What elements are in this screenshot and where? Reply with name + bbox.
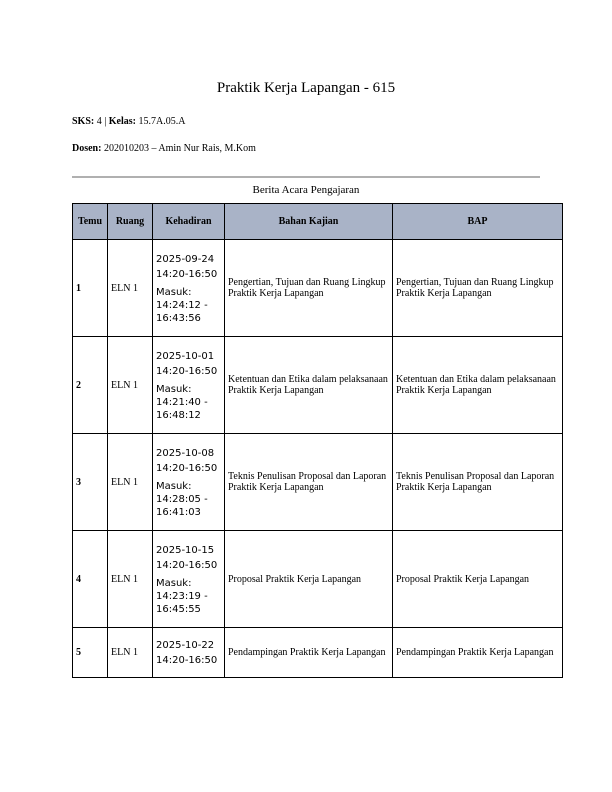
lecturer-meta [72, 143, 256, 154]
attendance-table [72, 203, 563, 678]
kehadiran-cell [153, 240, 225, 337]
temu-cell: 4 [73, 531, 108, 628]
kelas-label: Kelas: [108, 116, 136, 127]
time-text: 14:20-16:50 [156, 654, 218, 666]
table-caption: Berita Acara Pengajaran [252, 184, 360, 196]
bap-cell: Ketentuan dan Etika dalam pelaksanaan Praktik Kerja Lapangan [393, 337, 563, 434]
temu-cell: 1 [73, 240, 108, 337]
col-header-bahan-kajian: Bahan Kajian [225, 204, 393, 240]
table-row [73, 531, 563, 628]
masuk-text: Masuk: 14:28:05 - 16:41:03 [156, 480, 208, 518]
col-header-bap: BAP [393, 204, 563, 240]
masuk-text: Masuk: 14:21:40 - 16:48:12 [156, 383, 208, 421]
bap-cell: Proposal Praktik Kerja Lapangan [393, 531, 563, 628]
masuk-text: Masuk: 14:23:19 - 16:45:55 [156, 577, 208, 615]
bahan-cell: Teknis Penulisan Proposal dan Laporan Praktik Kerja Lapangan [225, 434, 393, 531]
time-text: 14:20-16:50 [156, 268, 218, 280]
sks-value: 4 [96, 116, 102, 127]
page-title: Praktik Kerja Lapangan - 615 [216, 80, 396, 96]
temu-cell: 2 [73, 337, 108, 434]
bap-cell: Pengertian, Tujuan dan Ruang Lingkup Praktik Kerja Lapangan [393, 240, 563, 337]
kehadiran-cell [153, 531, 225, 628]
col-header-ruang: Ruang [108, 204, 153, 240]
bap-cell: Pendampingan Praktik Kerja Lapangan [393, 628, 563, 678]
table-row [73, 337, 563, 434]
date-text: 2025-10-08 [156, 447, 215, 459]
ruang-cell: ELN 1 [108, 434, 153, 531]
masuk-text: Masuk: 14:24:12 - 16:43:56 [156, 286, 208, 324]
bahan-cell: Ketentuan dan Etika dalam pelaksanaan Praktik Kerja Lapangan [225, 337, 393, 434]
date-text: 2025-10-01 [156, 350, 215, 362]
col-header-kehadiran: Kehadiran [153, 204, 225, 240]
bahan-cell: Proposal Praktik Kerja Lapangan [225, 531, 393, 628]
temu-cell: 3 [73, 434, 108, 531]
sks-label: SKS: [72, 116, 95, 127]
table-row [73, 240, 563, 337]
course-meta [72, 116, 185, 127]
kelas-value: 15.7A.05.A [138, 116, 186, 127]
ruang-cell: ELN 1 [108, 240, 153, 337]
kehadiran-cell [153, 337, 225, 434]
date-text: 2025-10-15 [156, 544, 215, 556]
ruang-cell: ELN 1 [108, 337, 153, 434]
bahan-cell: Pendampingan Praktik Kerja Lapangan [225, 628, 393, 678]
ruang-cell: ELN 1 [108, 628, 153, 678]
bahan-cell: Pengertian, Tujuan dan Ruang Lingkup Praktik Kerja Lapangan [225, 240, 393, 337]
bap-cell: Teknis Penulisan Proposal dan Laporan Praktik Kerja Lapangan [393, 434, 563, 531]
meta-separator: | [104, 116, 107, 127]
table-row [73, 628, 563, 678]
time-text: 14:20-16:50 [156, 365, 218, 377]
date-text: 2025-10-22 [156, 639, 215, 651]
table-row [73, 434, 563, 531]
divider [72, 176, 540, 178]
dosen-label: Dosen: [72, 143, 102, 154]
dosen-value: 202010203 – Amin Nur Rais, M.Kom [103, 143, 256, 154]
temu-cell: 5 [73, 628, 108, 678]
date-text: 2025-09-24 [156, 253, 215, 265]
time-text: 14:20-16:50 [156, 559, 218, 571]
ruang-cell: ELN 1 [108, 531, 153, 628]
kehadiran-cell [153, 434, 225, 531]
time-text: 14:20-16:50 [156, 462, 218, 474]
col-header-temu: Temu [73, 204, 108, 240]
table-header-row [73, 204, 563, 240]
kehadiran-cell [153, 628, 225, 678]
